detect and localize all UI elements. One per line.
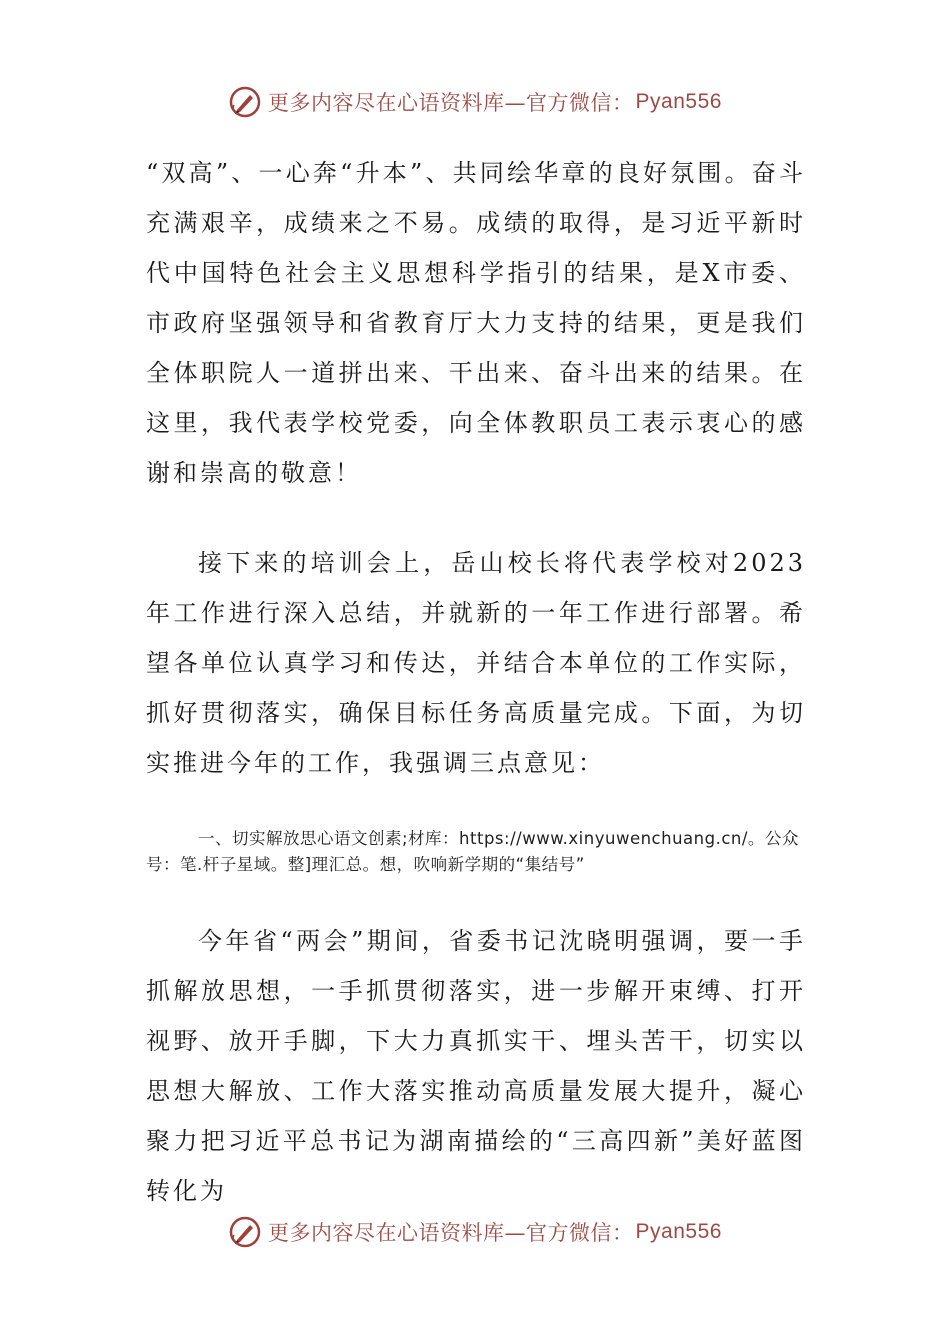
footer-banner xyxy=(0,1212,950,1252)
paragraph-1: “双高”、一心奔“升本”、共同绘华章的良好氛围。奋斗充满艰辛，成绩来之不易。成绩的取得，是习近平新时代中国特色社会主义思想科学指引的结果，是X市委、市政府坚强领导和省教育厅大力支持的结果，更是我们全体职院人一道拼出来、干出来、奋斗出来的结果。在这里，我代表学校党委，向全体教职员工表示衷心的感谢和崇高的敬意！ xyxy=(146,159,806,487)
section-heading-1: 一、切实解放思心语文创素;材库：https://www.xinyuwenchuang.cn/。公众号：笔.杆子星域。整]理汇总。想，吹响新学期的“集结号” xyxy=(146,829,799,874)
document-body xyxy=(146,148,806,1216)
paragraph-2: 接下来的培训会上，岳山校长将代表学校对2023年工作进行深入总结，并就新的一年工作进行部署。希望各单位认真学习和传达，并结合本单位的工作实际，抓好贯彻落实，确保目标任务高质量完成。下面，为切实推进今年的工作，我强调三点意见： xyxy=(146,549,806,777)
banner-text: 更多内容尽在心语资料库—官方微信： xyxy=(268,91,634,115)
banner-wechat-id: Pyan556 xyxy=(635,1220,722,1243)
pen-logo-icon xyxy=(228,1215,262,1249)
banner-wechat-id: Pyan556 xyxy=(635,90,722,113)
header-banner xyxy=(0,82,950,122)
paragraph-3: 今年省“两会”期间，省委书记沈晓明强调，要一手抓解放思想，一手抓贯彻落实，进一步解开束缚、打开视野、放开手脚，下大力真抓实干、埋头苦干，切实以思想大解放、工作大落实推动高质量发展大提升，凝心聚力把习近平总书记为湖南描绘的“三高四新”美好蓝图转化为 xyxy=(146,927,806,1205)
pen-logo-icon xyxy=(228,85,262,119)
banner-text: 更多内容尽在心语资料库—官方微信： xyxy=(268,1221,634,1245)
